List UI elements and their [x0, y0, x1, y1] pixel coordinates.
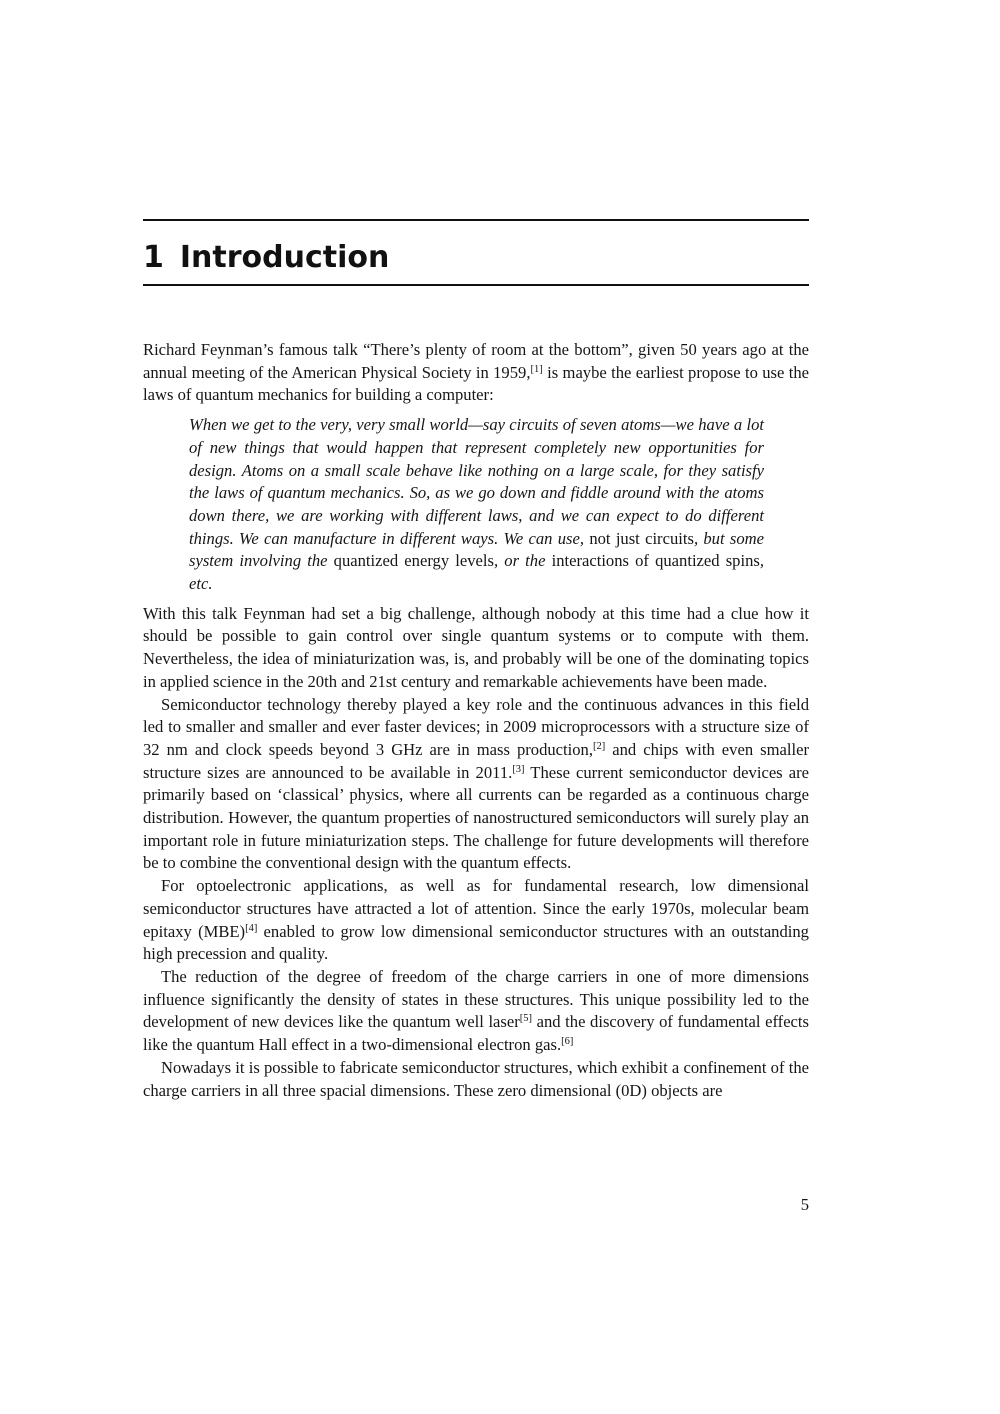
citation-ref: [5]	[519, 1013, 533, 1025]
paragraph-text: These current semiconductor devices are primarily based on ‘classical’ physics, where all currents can be regarded as a continuous charge distribution. However, the quantum properties of nanostructured semiconductors will surely play an important role in future miniaturization steps. The challenge for future developments will therefore be to combine the conventional design with the quantum effects.	[143, 762, 809, 873]
quote-text: , but some system involving the	[189, 528, 764, 571]
paragraph-5	[143, 966, 809, 1057]
feynman-quote	[189, 414, 764, 596]
chapter-bottom-rule	[143, 284, 809, 286]
quote-text: When we get to the very, very small world—say circuits of seven atoms—we have a lot of new things that would happen that represent completely new opportunities for design. Atoms on a small scale behave like nothing on a large scale, for they satisfy the laws of quantum mechanics. So, as we go down and fiddle around with the atoms down there, we are working with different laws, and we can expect to do different things. We can manufacture in different ways. We can use,	[189, 415, 764, 548]
body-text	[143, 339, 809, 1102]
paragraph-text: Richard Feynman’s famous talk “There’s plenty of room at the bottom”, given 50 years ago at the annual meeting of the American Physical Society in 1959,	[143, 340, 809, 382]
chapter-number: 1	[143, 240, 164, 275]
quote-emphasis: interactions of quantized spins	[551, 551, 760, 571]
citation-ref: [3]	[512, 763, 525, 775]
paragraph-text: enabled to grow low dimensional semiconductor structures with an outstanding high precession and quality.	[143, 921, 809, 964]
book-page	[143, 0, 809, 1414]
paragraph-2: With this talk Feynman had set a big challenge, although nobody at this time had a clue how it should be possible to gain control over single quantum systems or to compute with them. Nevertheless, the idea of miniaturization was, is, and probably will be one of the dominating topics in applied science in the 20th and 21st century and remarkable achievements have been made.	[143, 603, 809, 691]
quote-text: , etc.	[189, 551, 764, 594]
citation-ref: [2]	[593, 740, 606, 752]
chapter-title: Introduction	[179, 240, 390, 275]
citation-ref: [4]	[245, 922, 258, 934]
paragraph-3	[143, 694, 809, 876]
paragraph-1	[143, 339, 809, 407]
citation-ref: [1]	[530, 363, 543, 375]
paragraph-text: For optoelectronic applications, as well as for fundamental research, low dimensional semiconductor structures have attracted a lot of attention. Since the early 1970s, molecular beam epitaxy (MBE)	[143, 876, 809, 941]
paragraph-text: and the discovery of fundamental effects like the quantum Hall effect in a two-dimensional electron gas.	[143, 1012, 809, 1055]
paragraph-4	[143, 875, 809, 966]
paragraph-text: and chips with even smaller structure sizes are announced to be available in 2011.	[143, 739, 809, 782]
quote-emphasis: not just circuits	[584, 528, 694, 548]
chapter-top-rule	[143, 219, 809, 221]
citation-ref: [6]	[561, 1036, 574, 1048]
paragraph-6: Nowadays it is possible to fabricate semiconductor structures, which exhibit a confinement of the charge carriers in all three spacial dimensions. These zero dimensional (0D) objects are	[143, 1057, 809, 1100]
quote-text: , or the	[494, 551, 552, 571]
paragraph-text: Semiconductor technology thereby played a key role and the continuous advances in this field led to smaller and smaller and ever faster devices; in 2009 microprocessors with a structure size of 32 nm and clock speeds beyond 3 GHz are in mass production,	[143, 694, 809, 759]
paragraph-text: is maybe the earliest propose to use the laws of quantum mechanics for building a computer:	[143, 362, 809, 405]
paragraph-text: The reduction of the degree of freedom of the charge carriers in one of more dimensions influence significantly the density of states in these structures. This unique possibility led to the development of new devices like the quantum well laser	[143, 966, 809, 1032]
page-number: 5	[800, 1195, 809, 1214]
quote-emphasis: quantized energy levels	[333, 551, 494, 571]
chapter-heading	[143, 238, 389, 278]
